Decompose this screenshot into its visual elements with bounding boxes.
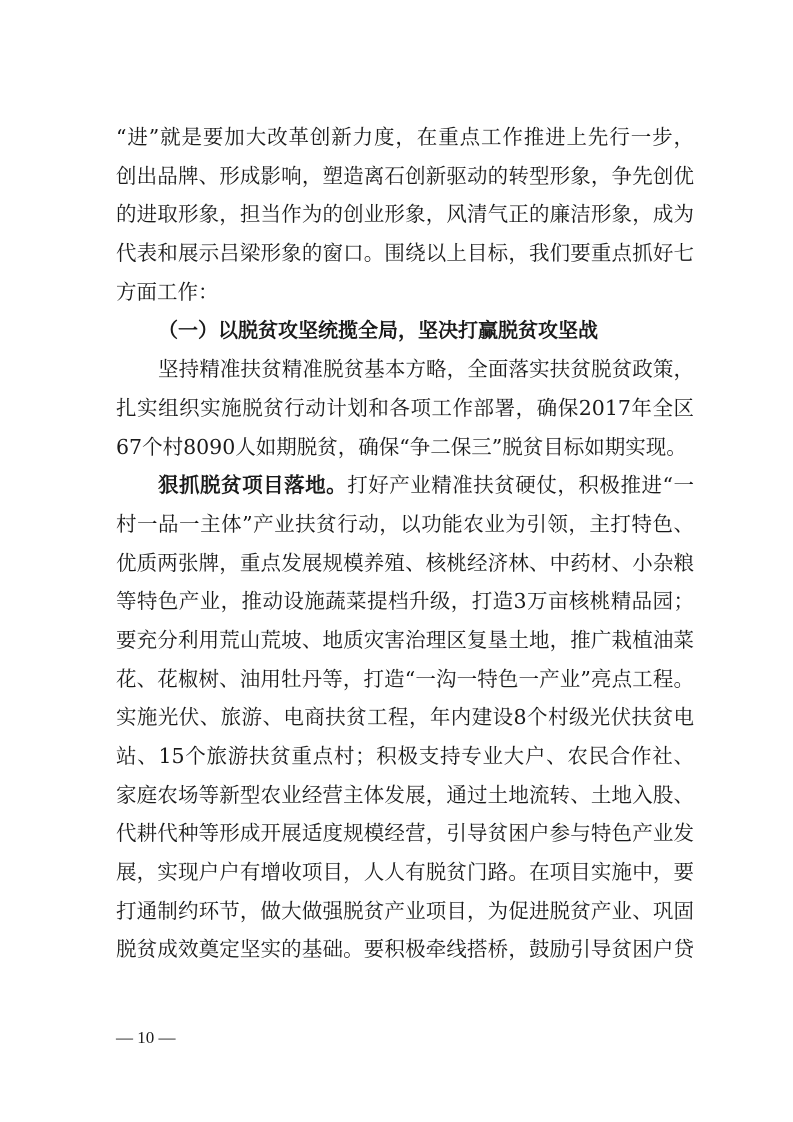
text-run: 打好产业精准扶贫硬仗，积极推进“一 xyxy=(347,473,694,498)
text-line: 创出品牌、形成影响，塑造离石创新驱动的转型形象，争先创优 xyxy=(116,163,694,188)
text-line: “进”就是要加大改革创新力度，在重点工作推进上先行一步， xyxy=(116,125,694,149)
text-line: 方面工作： xyxy=(116,279,219,304)
paragraph-strategy xyxy=(116,350,694,466)
text-line: 扎实组织实施脱贫行动计划和各项工作部署，确保2017年全区 xyxy=(116,395,694,420)
text-line: 代耕代种等形成开展适度规模经营，引导贫困户参与特色产业发 xyxy=(116,821,694,846)
text-line xyxy=(116,466,694,505)
text-line: 展，实现户户有增收项目，人人有脱贫门路。在项目实施中，要 xyxy=(116,860,694,885)
text-line: 家庭农场等新型农业经营主体发展，通过土地流转、土地入股、 xyxy=(116,782,694,807)
text-line: 村一品一主体”产业扶贫行动，以功能农业为引领，主打特色、 xyxy=(116,511,694,536)
text-line: 67个村8090人如期脱贫，确保“争二保三”脱贫目标如期实现。 xyxy=(116,434,687,459)
section-heading: （一）以脱贫攻坚统揽全局，坚决打赢脱贫攻坚战 xyxy=(158,318,598,343)
text-line: 实施光伏、旅游、电商扶贫工程，年内建设8个村级光伏扶贫电 xyxy=(116,705,694,730)
text-line: 花、花椒树、油用牡丹等，打造“一沟一特色一产业”亮点工程。 xyxy=(116,666,694,691)
document-page xyxy=(116,118,694,969)
text-line: 代表和展示吕梁形象的窗口。围绕以上目标，我们要重点抓好七 xyxy=(116,241,694,266)
paragraph-projects xyxy=(116,466,694,969)
text-line: 站、15个旅游扶贫重点村；积极支持专业大户、农民合作社、 xyxy=(116,744,694,768)
text-line: 优质两张牌，重点发展规模养殖、核桃经济林、中药材、小杂粮 xyxy=(116,550,694,575)
page-number: — 10 — xyxy=(116,1028,176,1047)
text-line: 打通制约环节，做大做强脱贫产业项目，为促进脱贫产业、巩固 xyxy=(116,898,694,923)
text-line: 脱贫成效奠定坚实的基础。要积极牵线搭桥，鼓励引导贫困户贷 xyxy=(116,937,694,962)
text-line: 坚持精准扶贫精准脱贫基本方略，全面落实扶贫脱贫政策， xyxy=(158,357,694,382)
paragraph-subheading: 狠抓脱贫项目落地。 xyxy=(158,473,348,498)
text-line: 要充分利用荒山荒坡、地质灾害治理区复垦土地，推广栽植油菜 xyxy=(116,627,694,652)
text-line: 的进取形象，担当作为的创业形象，风清气正的廉洁形象，成为 xyxy=(116,202,694,227)
paragraph-intro xyxy=(116,118,694,311)
text-line: 等特色产业，推动设施蔬菜提档升级，打造3万亩核桃精品园； xyxy=(116,589,694,614)
